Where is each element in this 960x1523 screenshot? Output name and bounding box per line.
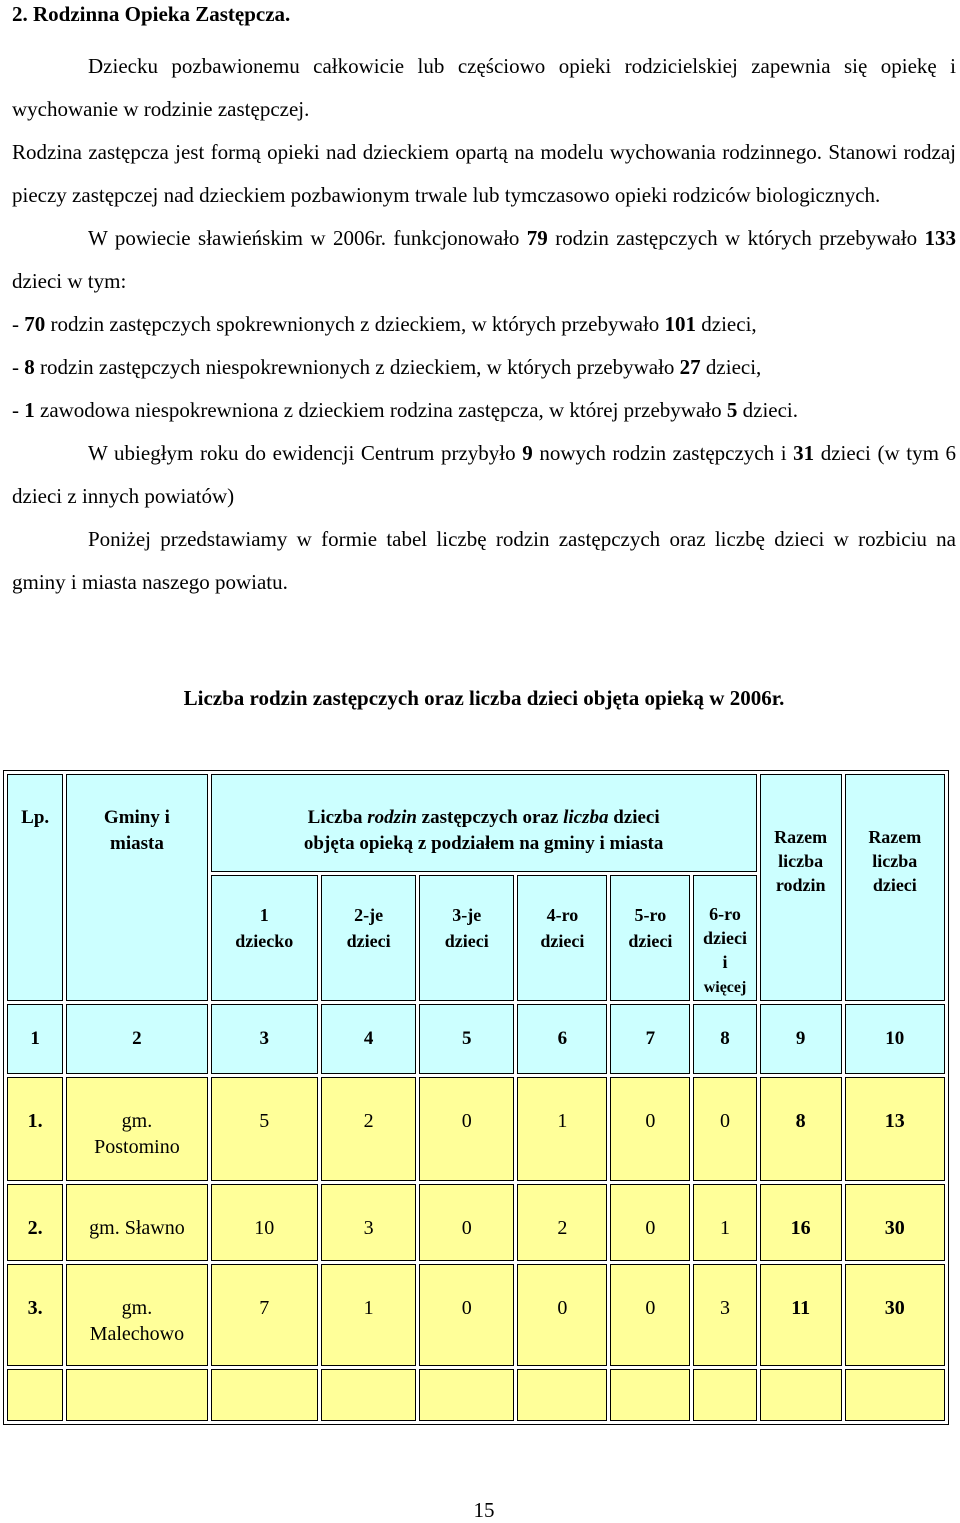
cell-value: 0 bbox=[610, 1184, 690, 1261]
subheader-4-dzieci: 4-ro dzieci bbox=[517, 875, 607, 1001]
cell-razem-dzieci: 30 bbox=[845, 1264, 945, 1366]
paragraph-ewidencja: W ubiegłym roku do ewidencji Centrum przybyło 9 nowych rodzin zastępczych i 31 dzieci (w tym 6 dzieci z innych powiatów) bbox=[12, 441, 956, 508]
subheader-3-dzieci: 3-je dzieci bbox=[419, 875, 514, 1001]
cell-value: 3 bbox=[693, 1264, 756, 1366]
subheader-2-dzieci: 2-je dzieci bbox=[321, 875, 416, 1001]
column-number: 7 bbox=[610, 1004, 690, 1074]
row-gmina: gm. Sławno bbox=[66, 1184, 207, 1261]
cell-value: 0 bbox=[419, 1077, 514, 1181]
cell-value: 0 bbox=[419, 1184, 514, 1261]
header-group: Liczba rodzin zastępczych oraz liczba dzieci objęta opieką z podziałem na gminy i miasta bbox=[211, 774, 757, 872]
empty-cell bbox=[7, 1369, 63, 1421]
paragraph-tabele: Poniżej przedstawiamy w formie tabel liczbę rodzin zastępczych oraz liczbę dzieci w rozbiciu na gminy i miasta naszego powiatu. bbox=[12, 527, 956, 594]
header-razem-dzieci: Razem liczba dzieci bbox=[845, 774, 945, 1001]
column-number: 3 bbox=[211, 1004, 318, 1074]
cell-value: 7 bbox=[211, 1264, 318, 1366]
cell-value: 5 bbox=[211, 1077, 318, 1181]
section-heading: 2. Rodzinna Opieka Zastępcza. bbox=[12, 2, 291, 26]
body-text bbox=[12, 45, 956, 604]
cell-value: 0 bbox=[610, 1264, 690, 1366]
foster-families-table bbox=[3, 770, 949, 1425]
column-number: 8 bbox=[693, 1004, 756, 1074]
column-number: 6 bbox=[517, 1004, 607, 1074]
list-item-spokrewnione: - 70 rodzin zastępczych spokrewnionych z dzieckiem, w których przebywało 101 dzieci, bbox=[12, 312, 757, 336]
page-number: 15 bbox=[473, 1498, 495, 1522]
cell-razem-rodzin: 8 bbox=[760, 1077, 842, 1181]
cell-value: 0 bbox=[517, 1264, 607, 1366]
paragraph-definicja: Rodzina zastępcza jest formą opieki nad dzieckiem opartą na modelu wychowania rodzinnego. Stanowi rodzaj pieczy zastępczej nad dzieckiem pozbawionym trwale lub tymczasowo opieki rodziców biologicznych. bbox=[12, 140, 956, 207]
table-row bbox=[7, 1184, 945, 1261]
paragraph-opieka: Dziecku pozbawionemu całkowicie lub częściowo opieki rodzicielskiej zapewnia się opiekę i wychowanie w rodzinie zastępczej. bbox=[12, 54, 956, 121]
cell-razem-rodzin: 16 bbox=[760, 1184, 842, 1261]
column-number-row bbox=[7, 1004, 945, 1074]
empty-cell bbox=[419, 1369, 514, 1421]
empty-cell bbox=[610, 1369, 690, 1421]
column-number: 5 bbox=[419, 1004, 514, 1074]
row-gmina: gm. Postomino bbox=[66, 1077, 207, 1181]
column-number: 4 bbox=[321, 1004, 416, 1074]
table-row bbox=[7, 1077, 945, 1181]
column-number: 9 bbox=[760, 1004, 842, 1074]
header-lp: Lp. bbox=[7, 774, 63, 1001]
list-item-niespokrewnione: - 8 rodzin zastępczych niespokrewnionych z dzieckiem, w których przebywało 27 dzieci, bbox=[12, 355, 762, 379]
cell-razem-dzieci: 13 bbox=[845, 1077, 945, 1181]
cell-value: 2 bbox=[321, 1077, 416, 1181]
cell-value: 0 bbox=[610, 1077, 690, 1181]
row-gmina: gm. Malechowo bbox=[66, 1264, 207, 1366]
row-lp: 2. bbox=[7, 1184, 63, 1261]
list-item-zawodowa: - 1 zawodowa niespokrewniona z dzieckiem rodzina zastępcza, w której przebywało 5 dzieci. bbox=[12, 398, 799, 422]
empty-table-row bbox=[7, 1369, 945, 1421]
cell-value: 0 bbox=[419, 1264, 514, 1366]
empty-cell bbox=[693, 1369, 756, 1421]
empty-cell bbox=[845, 1369, 945, 1421]
paragraph-statystyka: W powiecie sławieńskim w 2006r. funkcjonowało 79 rodzin zastępczych w których przebywało 133 dzieci w tym: bbox=[12, 226, 956, 293]
subheader-6-dzieci: 6-ro dzieci i więcej bbox=[693, 875, 756, 1001]
header-razem-rodzin: Razem liczba rodzin bbox=[760, 774, 842, 1001]
empty-cell bbox=[760, 1369, 842, 1421]
cell-value: 10 bbox=[211, 1184, 318, 1261]
empty-cell bbox=[211, 1369, 318, 1421]
row-lp: 3. bbox=[7, 1264, 63, 1366]
cell-value: 1 bbox=[693, 1184, 756, 1261]
column-number: 1 bbox=[7, 1004, 63, 1074]
subheader-1-dziecko: 1 dziecko bbox=[211, 875, 318, 1001]
cell-value: 1 bbox=[321, 1264, 416, 1366]
table-header-row bbox=[7, 774, 945, 872]
cell-value: 3 bbox=[321, 1184, 416, 1261]
cell-value: 1 bbox=[517, 1077, 607, 1181]
cell-value: 0 bbox=[693, 1077, 756, 1181]
empty-cell bbox=[66, 1369, 207, 1421]
column-number: 2 bbox=[66, 1004, 207, 1074]
row-lp: 1. bbox=[7, 1077, 63, 1181]
column-number: 10 bbox=[845, 1004, 945, 1074]
subheader-5-dzieci: 5-ro dzieci bbox=[610, 875, 690, 1001]
table-row bbox=[7, 1264, 945, 1366]
table-title: Liczba rodzin zastępczych oraz liczba dzieci objęta opieką w 2006r. bbox=[183, 686, 785, 710]
cell-razem-rodzin: 11 bbox=[760, 1264, 842, 1366]
cell-razem-dzieci: 30 bbox=[845, 1184, 945, 1261]
empty-cell bbox=[321, 1369, 416, 1421]
header-gminy: Gminy i miasta bbox=[66, 774, 207, 1001]
empty-cell bbox=[517, 1369, 607, 1421]
cell-value: 2 bbox=[517, 1184, 607, 1261]
